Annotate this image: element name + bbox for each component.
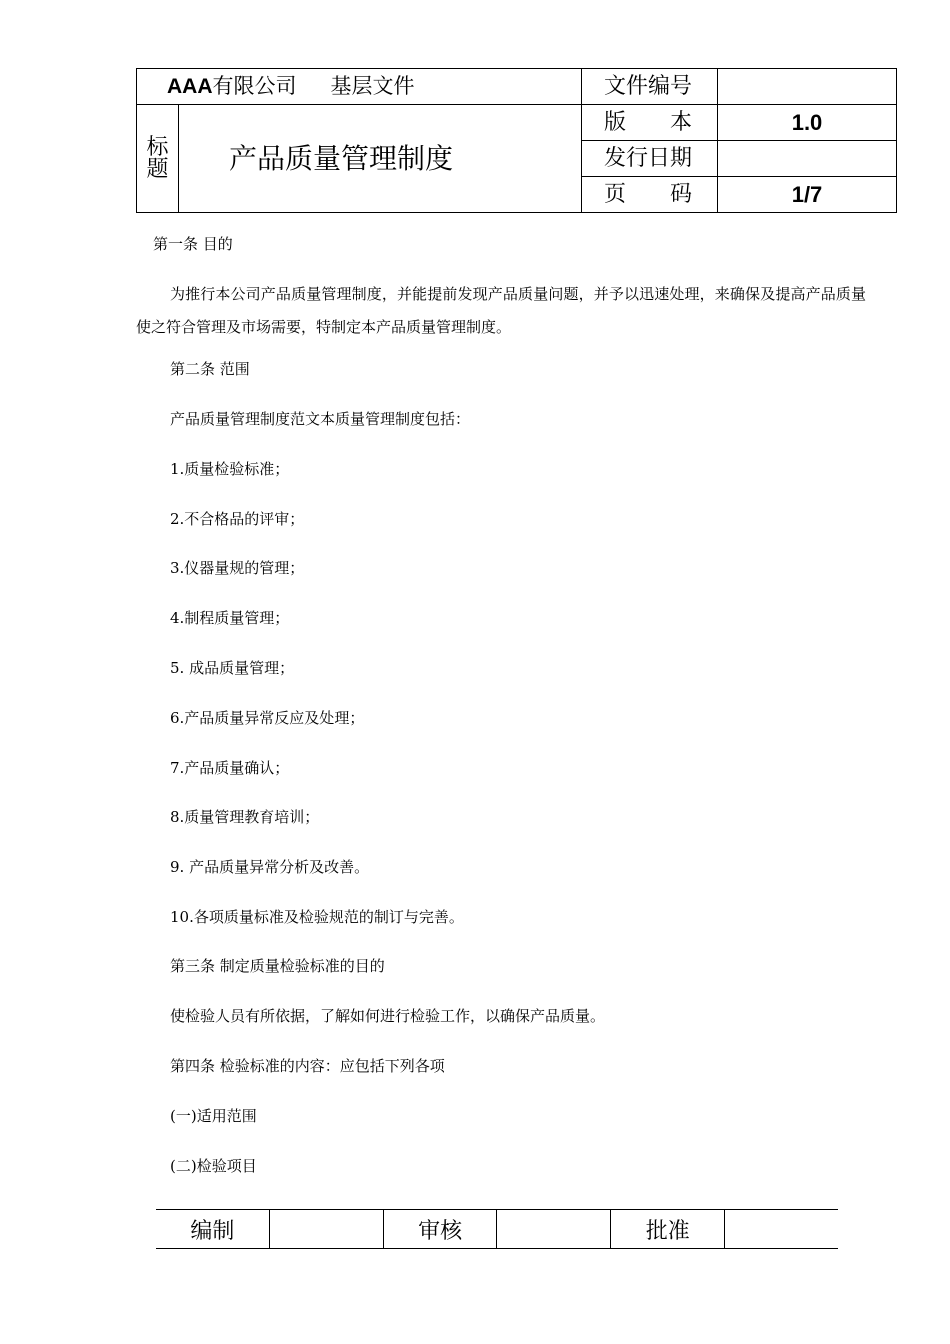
list-item: 3.仪器量规的管理；: [170, 559, 305, 577]
prepared-label: 编制: [156, 1210, 270, 1248]
list-item: 6.产品质量异常反应及处理；: [170, 709, 365, 727]
doc-number-value: [718, 69, 897, 105]
prepared-value: [270, 1210, 384, 1248]
article-3-text: 使检验人员有所依据，了解如何进行检验工作，以确保产品质量。: [170, 1007, 606, 1025]
document-header-table: [136, 68, 897, 213]
approved-value: [725, 1210, 838, 1248]
article-1-heading: 第一条 目的: [153, 235, 233, 253]
list-item: (一)适用范围: [170, 1107, 257, 1125]
title-label: [137, 105, 179, 213]
article-2-intro: 产品质量管理制度范文本质量管理制度包括：: [170, 410, 471, 428]
page-value: 1/7: [718, 177, 897, 213]
version-value: 1.0: [718, 105, 897, 141]
company-name: AAA: [167, 75, 213, 98]
article-1-text: 为推行本公司产品质量管理制度，并能提前发现产品质量问题，并予以迅速处理，来确保及提高产品质量使之符合管理及市场需要，特制定本产品质量管理制度。: [136, 285, 866, 336]
list-item: 4.制程质量管理；: [170, 609, 290, 627]
approved-label: 批准: [611, 1210, 725, 1248]
reviewed-value: [497, 1210, 611, 1248]
reviewed-label: 审核: [384, 1210, 498, 1248]
version-label: 版 本: [582, 105, 718, 141]
company-cell: [137, 69, 582, 105]
company-suffix: 有限公司: [212, 74, 297, 98]
list-item: 7.产品质量确认；: [170, 759, 290, 777]
list-item: 1.质量检验标准；: [170, 460, 290, 478]
issue-date-label: 发行日期: [582, 141, 718, 177]
article-3-heading: 第三条 制定质量检验标准的目的: [170, 957, 385, 975]
doc-level: 基层文件: [330, 74, 415, 98]
signature-table: [156, 1209, 838, 1249]
article-2-heading: 第二条 范围: [170, 360, 250, 378]
issue-date-value: [718, 141, 897, 177]
list-item: 8.质量管理教育培训；: [170, 808, 320, 826]
article-4-heading: 第四条 检验标准的内容：应包括下列各项: [170, 1057, 445, 1075]
list-item: 10.各项质量标准及检验规范的制订与完善。: [170, 908, 464, 926]
list-item: (二)检验项目: [170, 1157, 257, 1175]
document-title: 产品质量管理制度: [179, 105, 582, 213]
list-item: 2.不合格品的评审；: [170, 510, 305, 528]
list-item: 5. 成品质量管理；: [170, 659, 295, 677]
page-label: 页 码: [582, 177, 718, 213]
doc-number-label: 文件编号: [582, 69, 718, 105]
list-item: 9. 产品质量异常分析及改善。: [170, 858, 370, 876]
title-label-text: 标题: [146, 134, 169, 182]
